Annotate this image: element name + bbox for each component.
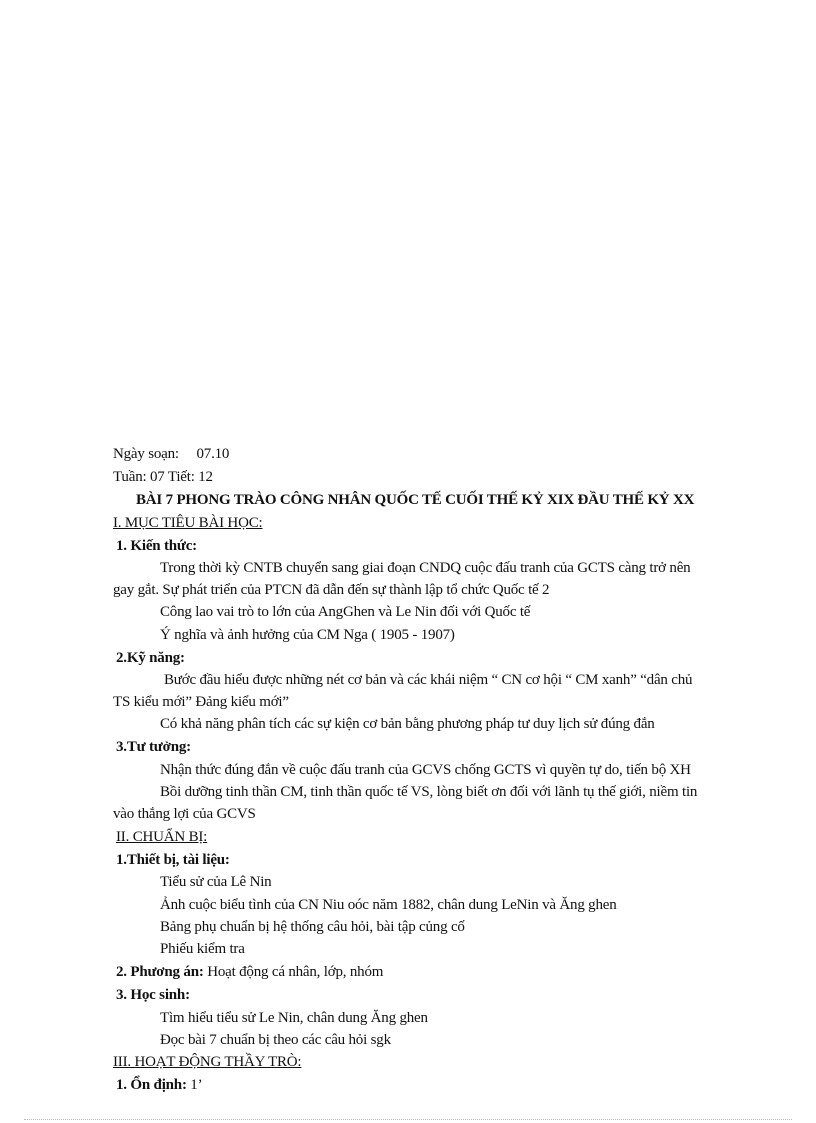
stabilize-title: 1. Ổn định: [116,1077,187,1093]
knowledge-title: 1. Kiến thức: [116,538,197,554]
equipment-line: Bảng phụ chuẩn bị hệ thống câu hỏi, bài tập củng cố [160,919,465,935]
date-value: 07.10 [196,446,230,462]
skill-title: 2.Kỹ năng: [116,650,185,666]
equipment-line: Ảnh cuộc biểu tình của CN Niu oóc năm 1882, chân dung LeNin và Ăng ghen [160,897,617,913]
skill-line: Bước đầu hiểu được những nét cơ bản và các khái niệm “ CN cơ hội “ CM xanh” “dân chủ [164,672,693,688]
section-2-heading [116,827,207,847]
thought-line: Nhận thức đúng đắn về cuộc đấu tranh của GCVS chống GCTS vì quyền tự do, tiến bộ XH [160,762,691,778]
method-line [116,962,383,982]
page-bottom-divider [24,1119,792,1120]
equipment-title: 1.Thiết bị, tài liệu: [116,852,230,868]
thought-line: Bồi dưỡng tinh thần CM, tinh thần quốc tế VS, lòng biết ơn đối với lãnh tụ thế giới, niềm tin [160,784,698,800]
section-2-heading-text: II. CHUẨN BỊ: [116,829,208,845]
week-line: Tuần: 07 Tiết: 12 [113,469,213,485]
thought-line: vào thắng lợi của GCVS [113,806,256,822]
student-line: Tìm hiểu tiểu sử Le Nin, chân dung Ăng ghen [160,1010,428,1026]
thought-title: 3.Tư tưởng: [116,739,191,755]
equipment-line: Phiếu kiểm tra [160,941,245,957]
lesson-title: BÀI 7 PHONG TRÀO CÔNG NHÂN QUỐC TẾ CUỐI THẾ KỶ XIX ĐẦU THẾ KỶ XX [136,492,695,508]
skill-line: TS kiểu mới” Đảng kiểu mới” [113,694,289,710]
stabilize-line [116,1075,202,1095]
knowledge-line: Công lao vai trò to lớn của AngGhen và Le Nin đối với Quốc tế [160,604,531,620]
method-title: 2. Phương án: [116,964,204,980]
knowledge-line: gay gắt. Sự phát triển của PTCN đã dẫn đến sự thành lập tổ chức Quốc tế 2 [113,582,550,598]
section-3-heading-text: III. HOẠT ĐỘNG THẦY TRÒ: [113,1054,302,1070]
stabilize-value: 1’ [186,1077,203,1093]
section-3-heading [113,1052,301,1072]
student-line: Đọc bài 7 chuẩn bị theo các câu hỏi sgk [160,1032,391,1048]
section-1-heading-text: I. MỤC TIÊU BÀI HỌC: [113,515,263,531]
skill-line: Có khả năng phân tích các sự kiện cơ bản bằng phương pháp tư duy lịch sử đúng đắn [160,716,655,732]
student-title: 3. Học sinh: [116,987,190,1003]
equipment-line: Tiểu sử của Lê Nin [160,874,272,890]
knowledge-line: Trong thời kỳ CNTB chuyển sang giai đoạn CNDQ cuộc đấu tranh của GCTS càng trở nên [160,560,691,576]
date-label: Ngày soạn: [113,446,179,462]
date-line [113,444,229,464]
knowledge-line: Ý nghĩa và ảnh hưởng của CM Nga ( 1905 - 1907) [160,627,455,643]
section-1-heading [113,513,262,533]
method-text: Hoạt động cá nhân, lớp, nhóm [203,964,384,980]
